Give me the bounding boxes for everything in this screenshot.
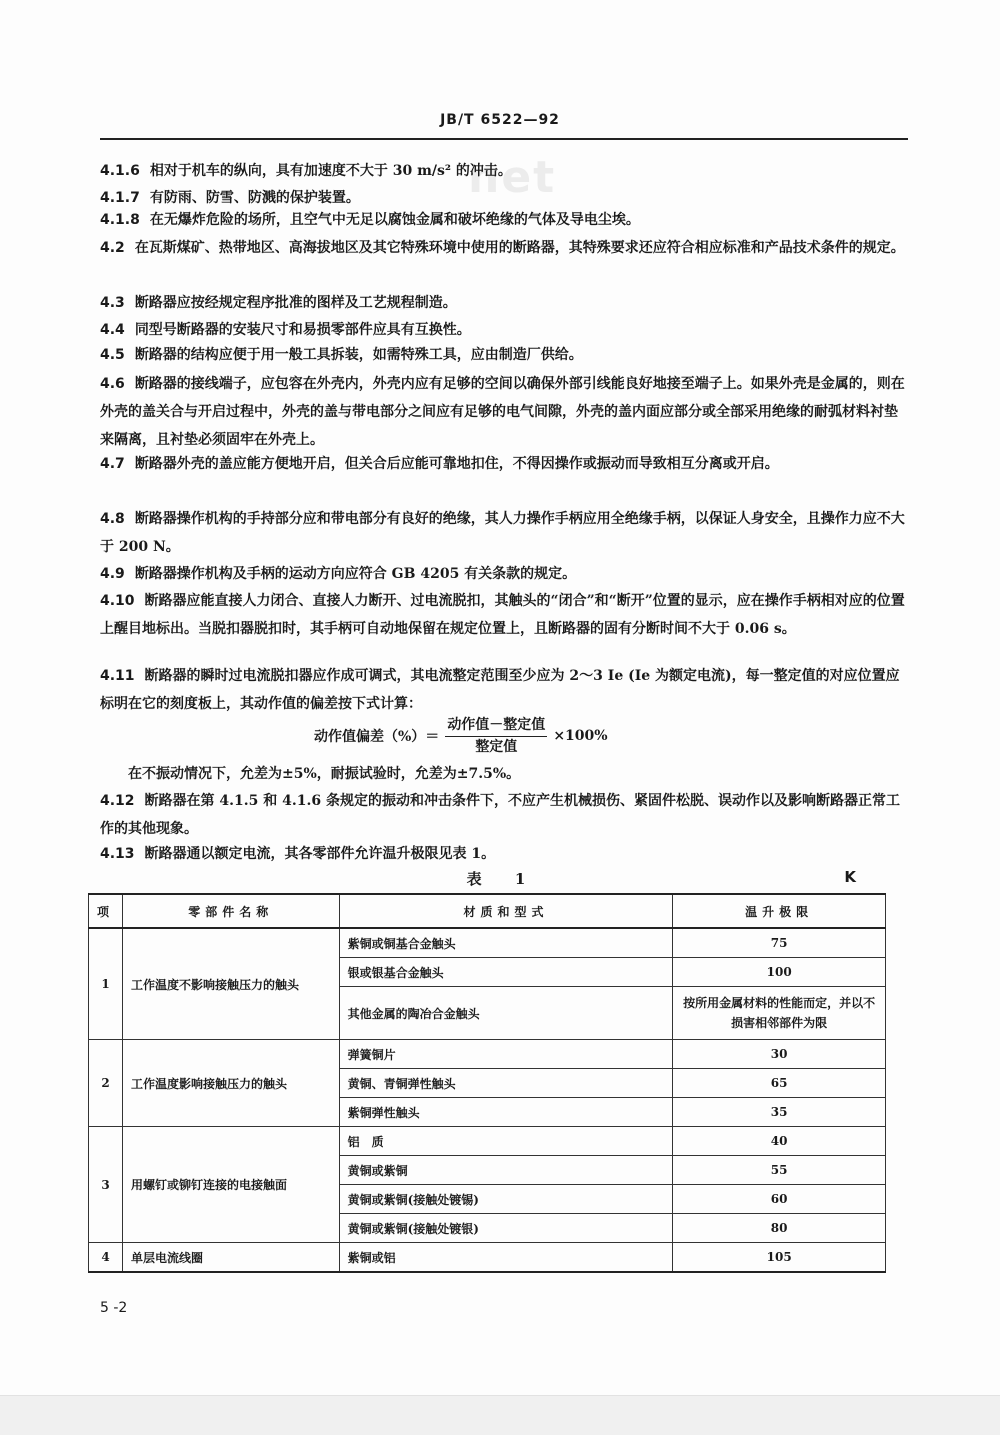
para-4-10: 4.10 断路器应能直接人力闭合、直接人力断开、过电流脱扣，其触头的“闭合”和“断开”位置的显示，应在操作手柄相对应的位置上醒目地标出。当脱扣器脱扣时，其手柄可自动地保留在规定位置上，且断路器的固有分断时间不大于 0.06 s。 [100,593,905,637]
part-name: 工作温度不影响接触压力的触头 [123,928,340,1040]
watermark: net [468,152,557,203]
item-number: 1 [89,928,123,1040]
formula-fraction [445,715,547,757]
material-cell: 其他金属的陶冶合金触头 [339,987,673,1040]
limit-cell: 80 [673,1214,886,1243]
header-part-name: 零部件名称 [123,894,340,928]
para-4-1-7: 4.1.7 有防雨、防雪、防溅的保护装置。 [100,190,360,206]
material-cell: 铝 质 [339,1127,673,1156]
part-name: 单层电流线圈 [123,1243,340,1273]
viewer-bottom-bar [0,1395,1000,1435]
para-4-8: 4.8 断路器操作机构的手持部分应和带电部分有良好的绝缘，其人力操作手柄应用全绝缘手柄，以保证人身安全，且操作力应不大于 200 N。 [100,511,905,555]
limit-cell: 40 [673,1127,886,1156]
material-cell: 黄铜或紫铜(接触处镀锡) [339,1185,673,1214]
para-4-4: 4.4 同型号断路器的安装尺寸和易损零部件应具有互换性。 [100,322,471,338]
limit-cell: 按所用金属材料的性能而定，并以不损害相邻部件为限 [673,987,886,1040]
table-row [89,1127,886,1156]
para-4-2: 4.2 在瓦斯煤矿、热带地区、高海拔地区及其它特殊环境中使用的断路器，其特殊要求还应符合相应标准和产品技术条件的规定。 [100,240,905,256]
table-caption [100,868,906,892]
formula-lhs: 动作值偏差（%）＝ [314,729,440,745]
header-rule [100,138,908,140]
para-4-1-8: 4.1.8 在无爆炸危险的场所，且空气中无足以腐蚀金属和破坏绝缘的气体及导电尘埃。 [100,212,640,228]
para-4-5: 4.5 断路器的结构应便于用一般工具拆装，如需特殊工具，应由制造厂供给。 [100,347,583,363]
table-header-row [89,894,886,928]
item-number: 3 [89,1127,123,1243]
table-row [89,928,886,958]
limit-cell: 35 [673,1098,886,1127]
table-unit: K [844,868,856,886]
tolerance-text: 在不振动情况下，允差为±5%，耐振试验时，允差为±7.5%。 [128,766,521,782]
limit-cell: 60 [673,1185,886,1214]
table-row [89,1243,886,1273]
temperature-rise-table [88,893,886,1273]
para-4-1-6: 4.1.6 相对于机车的纵向，具有加速度不大于 30 m/s² 的冲击。 [100,163,512,179]
material-cell: 黄铜或紫铜 [339,1156,673,1185]
para-4-7: 4.7 断路器外壳的盖应能方便地开启，但关合后应能可靠地扣住，不得因操作或振动而导致相互分离或开启。 [100,456,779,472]
material-cell: 紫铜或铜基合金触头 [339,928,673,958]
header-limit: 温升极限 [673,894,886,928]
part-name: 工作温度影响接触压力的触头 [123,1040,340,1127]
header-item: 项 [89,894,123,928]
header-material: 材质和型式 [339,894,673,928]
material-cell: 银或银基合金触头 [339,958,673,987]
formula-denominator: 整定值 [475,739,518,755]
limit-cell: 75 [673,928,886,958]
limit-cell: 100 [673,958,886,987]
material-cell: 黄铜、青铜弹性触头 [339,1069,673,1098]
limit-cell: 30 [673,1040,886,1069]
material-cell: 紫铜弹性触头 [339,1098,673,1127]
item-number: 4 [89,1243,123,1273]
table-title: 表 1 [466,870,540,888]
para-4-11: 4.11 断路器的瞬时过电流脱扣器应作成可调式，其电流整定范围至少应为 2～3 Ie (Ie 为额定电流)，每一整定值的对应位置应标明在它的刻度板上，其动作值的偏差按下式计算： [100,668,900,712]
para-4-13: 4.13 断路器通以额定电流，其各零部件允许温升极限见表 1。 [100,846,496,862]
item-number: 2 [89,1040,123,1127]
header-code: JB/T 6522—92 [440,112,560,128]
formula-suffix: ×100% [553,728,608,744]
para-4-3: 4.3 断路器应按经规定程序批准的图样及工艺规程制造。 [100,295,457,311]
material-cell: 紫铜或铝 [339,1243,673,1273]
para-4-6: 4.6 断路器的接线端子，应包容在外壳内，外壳内应有足够的空间以确保外部引线能良好地接至端子上。如果外壳是金属的，则在外壳的盖关合与开启过程中，外壳的盖与带电部分之间应有足够的电气间隙，外壳的盖内面应部分或全部采用绝缘的耐弧材料衬垫来隔离，且衬垫必须固牢在外壳上。 [100,376,905,448]
limit-cell: 105 [673,1243,886,1273]
formula [314,714,608,758]
part-name: 用螺钉或铆钉连接的电接触面 [123,1127,340,1243]
formula-numerator: 动作值－整定值 [445,715,547,737]
table-row [89,1040,886,1069]
para-4-12: 4.12 断路器在第 4.1.5 和 4.1.6 条规定的振动和冲击条件下，不应产生机械损伤、紧固件松脱、误动作以及影响断路器正常工作的其他现象。 [100,793,900,837]
page-number: 5 -2 [100,1300,128,1316]
limit-cell: 55 [673,1156,886,1185]
material-cell: 黄铜或紫铜(接触处镀银) [339,1214,673,1243]
limit-cell: 65 [673,1069,886,1098]
material-cell: 弹簧铜片 [339,1040,673,1069]
para-4-9: 4.9 断路器操作机构及手柄的运动方向应符合 GB 4205 有关条款的规定。 [100,566,577,582]
